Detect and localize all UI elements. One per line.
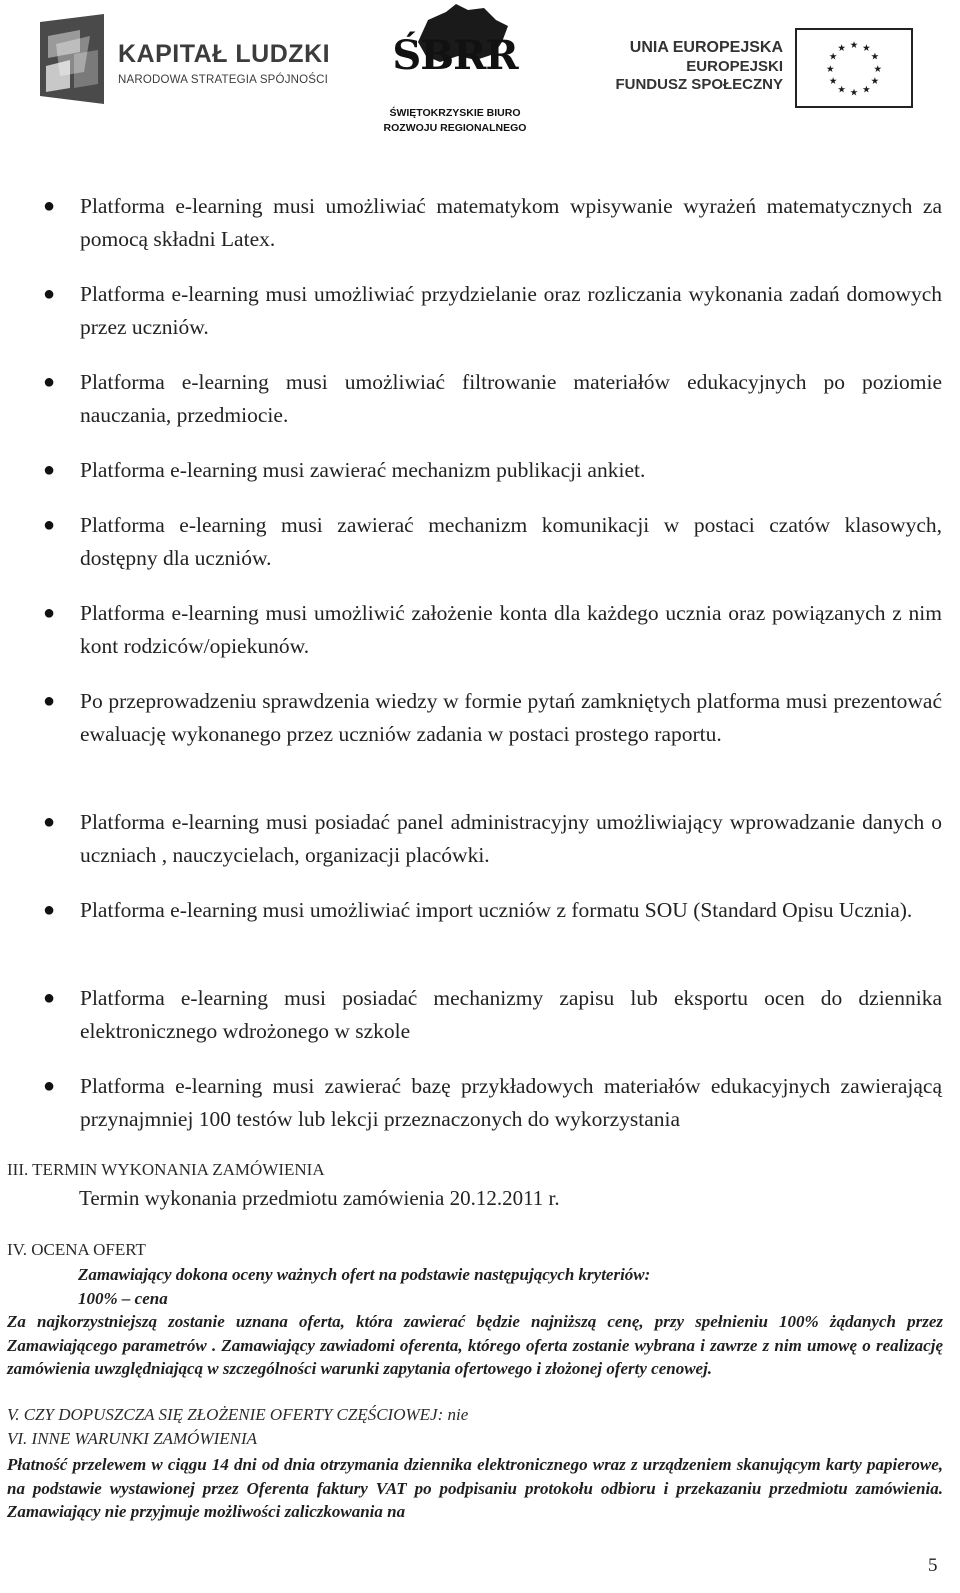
- list-item-text: Platforma e-learning musi umożliwić założenie konta dla każdego ucznia oraz powiązanych z nim kont rodziców/opiekunów.: [80, 601, 942, 658]
- page-number: 5: [928, 1555, 938, 1576]
- bullet-icon: ●: [43, 899, 56, 921]
- eu-logo: [615, 28, 925, 110]
- eu-line-3: FUNDUSZ SPOŁECZNY: [615, 76, 783, 93]
- eu-flag-icon: [795, 28, 913, 108]
- completion-date-text: Termin wykonania przedmiotu zamówienia 20.12.2011 r.: [79, 1186, 560, 1210]
- bullet-icon: ●: [43, 514, 56, 536]
- bullet-icon: ●: [43, 690, 56, 712]
- bullet-icon: ●: [43, 811, 56, 833]
- evaluation-paragraph: Za najkorzystniejszą zostanie uznana oferta, która zawierać będzie najniższą cenę, przy spełnieniu 100% żądanych przez Zamawiającego parametrów . Zamawiający zawiadomi oferenta, którego oferta zostanie wybrana i zawrze z nim umowę o realizację zamówienia uwzględniającą w szczególności warunki zapytania ofertowego i złożonej oferty cenowej.: [7, 1312, 943, 1378]
- list-item-text: Platforma e-learning musi zawierać mechanizm publikacji ankiet.: [80, 458, 646, 482]
- list-item-text: Platforma e-learning musi zawierać mechanizm komunikacji w postaci czatów klasowych, dostępny dla uczniów.: [80, 513, 942, 570]
- list-item-text: Platforma e-learning musi posiadać mechanizmy zapisu lub eksportu ocen do dziennika elektronicznego wdrożonego w szkole: [80, 986, 942, 1043]
- payment-paragraph: Płatność przelewem w ciągu 14 dni od dnia otrzymania dziennika elektronicznego wraz z urządzeniem skanującym karty papierowe, na podstawie wystawionej przez Oferenta faktury VAT po podpisaniu protokołu odbioru i przekazaniu przedmiotu zamówienia. Zamawiający nie przyjmuje możliwości zaliczkowania na: [7, 1455, 943, 1521]
- kapital-ludzki-title: KAPITAŁ LUDZKI: [118, 40, 331, 68]
- list-item-text: Platforma e-learning musi umożliwiać filtrowanie materiałów edukacyjnych po poziomie nauczania, przedmiocie.: [80, 370, 942, 427]
- svg-text:★: ★: [837, 84, 846, 96]
- eu-line-1: UNIA EUROPEJSKA: [629, 39, 783, 56]
- bullet-icon: ●: [43, 195, 56, 217]
- eu-text-block: [615, 38, 783, 94]
- list-item-text: Platforma e-learning musi posiadać panel administracyjny umożliwiający wprowadzanie danych o uczniach , nauczycielach, organizacji placówki.: [80, 810, 942, 867]
- eu-line-2: EUROPEJSKI: [686, 58, 783, 75]
- svg-text:★: ★: [828, 51, 838, 63]
- sbrr-line-2: ROZWOJU REGIONALNEGO: [383, 122, 527, 134]
- section-5-heading: V. CZY DOPUSZCZA SIĘ ZŁOŻENIE OFERTY CZĘŚCIOWEJ: nie: [7, 1405, 469, 1424]
- svg-text:★: ★: [849, 40, 859, 52]
- bullet-icon: ●: [43, 1075, 56, 1097]
- svg-text:★: ★: [828, 76, 838, 88]
- bullet-icon: ●: [43, 283, 56, 305]
- svg-text:★: ★: [825, 63, 835, 75]
- criteria-intro: Zamawiający dokona oceny ważnych ofert na podstawie następujących kryteriów:: [78, 1265, 651, 1284]
- list-item-text: Platforma e-learning musi zawierać bazę przykładowych materiałów edukacyjnych zawierającą przynajmniej 100 testów lub lekcji przeznaczonych do wykorzystania: [80, 1074, 942, 1131]
- kapital-ludzki-mark-icon: [40, 14, 104, 104]
- kapital-ludzki-logo: [40, 10, 330, 110]
- list-item-text: Platforma e-learning musi umożliwiać przydzielanie oraz rozliczania wykonania zadań domowych przez uczniów.: [80, 282, 942, 339]
- page-header: [0, 0, 960, 140]
- sbrr-wordmark: ŚBRR: [392, 32, 518, 79]
- bullet-icon: ●: [43, 371, 56, 393]
- section-6-heading: VI. INNE WARUNKI ZAMÓWIENIA: [7, 1429, 257, 1448]
- sbrr-line-1: ŚWIĘTOKRZYSKIE BIURO: [389, 107, 521, 119]
- svg-text:★: ★: [870, 76, 880, 88]
- criteria-price: 100% – cena: [78, 1289, 168, 1308]
- kapital-ludzki-subtitle: NARODOWA STRATEGIA SPÓJNOŚCI: [118, 74, 329, 86]
- list-item-text: Platforma e-learning musi umożliwiać matematykom wpisywanie wyrażeń matematycznych za pomocą składni Latex.: [80, 194, 942, 251]
- svg-text:★: ★: [837, 42, 846, 54]
- svg-text:★: ★: [873, 63, 883, 75]
- bullet-icon: ●: [43, 459, 56, 481]
- sbrr-logo: [380, 2, 530, 136]
- svg-text:★: ★: [870, 51, 880, 63]
- bullet-icon: ●: [43, 602, 56, 624]
- svg-text:★: ★: [862, 42, 871, 54]
- list-item-text: Platforma e-learning musi umożliwiać import uczniów z formatu SOU (Standard Opisu Ucznia).: [80, 898, 913, 922]
- section-3-heading: III. TERMIN WYKONANIA ZAMÓWIENIA: [7, 1160, 325, 1179]
- svg-text:★: ★: [862, 84, 871, 96]
- svg-text:★: ★: [849, 87, 859, 99]
- list-item-text: Po przeprowadzeniu sprawdzenia wiedzy w formie pytań zamkniętych platforma musi prezentować ewaluację wykonanego przez uczniów zadania w postaci prostego raportu.: [80, 689, 942, 746]
- section-4-heading: IV. OCENA OFERT: [7, 1240, 146, 1259]
- bullet-icon: ●: [43, 987, 56, 1009]
